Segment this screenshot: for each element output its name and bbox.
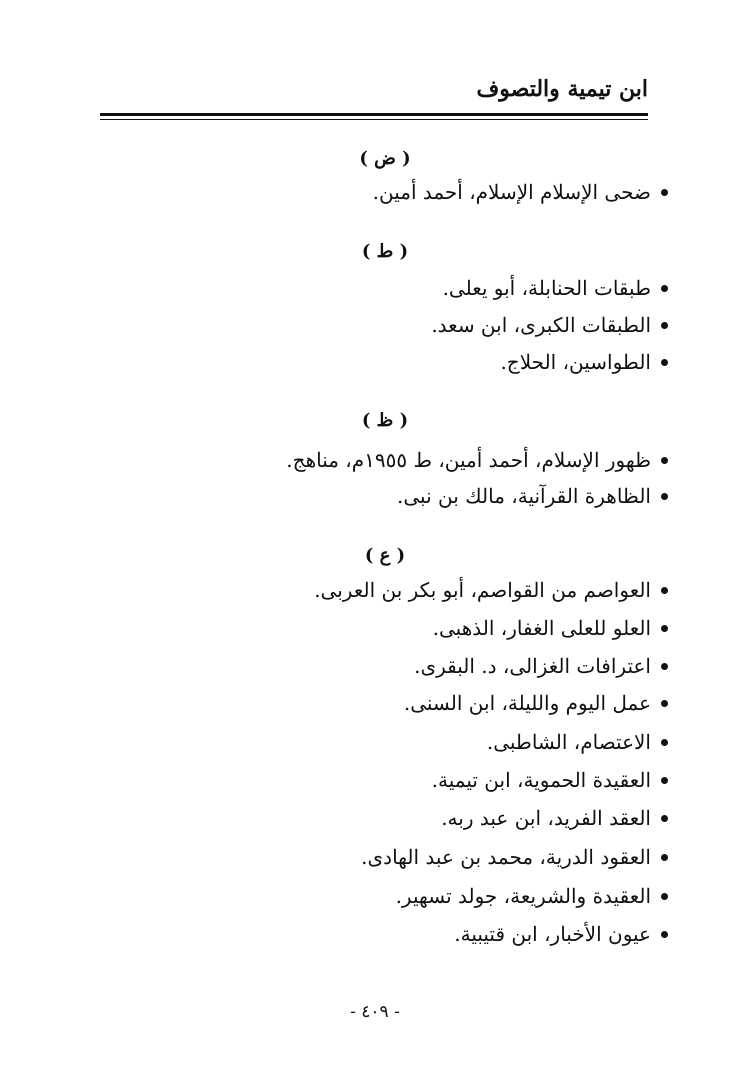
page-number: - ٤٠٩ - — [350, 1002, 400, 1022]
bullet-icon — [661, 493, 668, 500]
entry-text: عيون الأخبار، ابن قتيبية. — [454, 922, 651, 946]
bibliography-entry — [188, 276, 668, 300]
bullet-icon — [661, 777, 668, 784]
section-heading: ( ض ) — [359, 148, 411, 169]
bibliography-entry — [188, 313, 668, 337]
entry-text: ظهور الإسلام، أحمد أمين، ط ١٩٥٥م، مناهج. — [286, 448, 651, 472]
entry-text: العقيدة والشريعة، جولد تسهير. — [395, 884, 651, 908]
entry-text: الطواسين، الحلاج. — [500, 350, 651, 374]
bullet-icon — [661, 587, 668, 594]
bibliography-entry — [188, 350, 668, 374]
bullet-icon — [661, 700, 668, 707]
entry-text: العقود الدرية، محمد بن عبد الهادى. — [361, 845, 651, 869]
section-heading: ( ع ) — [364, 545, 406, 566]
bibliography-entry — [188, 806, 668, 830]
bullet-icon — [661, 359, 668, 366]
entry-text: الاعتصام، الشاطبى. — [486, 730, 651, 754]
bullet-icon — [661, 893, 668, 900]
entry-text: العواصم من القواصم، أبو بكر بن العربى. — [314, 578, 651, 602]
bullet-icon — [661, 322, 668, 329]
bullet-icon — [661, 457, 668, 464]
bibliography-entry — [188, 768, 668, 792]
bibliography-entry — [188, 654, 668, 678]
bibliography-entry — [188, 730, 668, 754]
running-head: ابن تيمية والتصوف — [476, 76, 648, 102]
bibliography-entry — [188, 616, 668, 640]
header-rule-thick — [100, 113, 648, 116]
entry-text: العقيدة الحموية، ابن تيمية. — [431, 768, 651, 792]
entry-text: العقد الفريد، ابن عبد ربه. — [441, 806, 651, 830]
bullet-icon — [661, 931, 668, 938]
entry-text: اعترافات الغزالى، د. البقرى. — [414, 654, 651, 678]
bibliography-entry — [188, 484, 668, 508]
entry-text: ضحى الإسلام الإسلام، أحمد أمين. — [372, 180, 651, 204]
bibliography-entry — [188, 691, 668, 715]
entry-text: الظاهرة القرآنية، مالك بن نبى. — [397, 484, 651, 508]
bibliography-entry — [188, 884, 668, 908]
section-heading: ( ظ ) — [361, 410, 409, 431]
entry-text: العلو للعلى الغفار، الذهبى. — [432, 616, 651, 640]
bullet-icon — [661, 663, 668, 670]
header-rule-thin — [100, 119, 648, 120]
bullet-icon — [661, 854, 668, 861]
bullet-icon — [661, 189, 668, 196]
bullet-icon — [661, 739, 668, 746]
entry-text: عمل اليوم والليلة، ابن السنى. — [403, 691, 651, 715]
bullet-icon — [661, 285, 668, 292]
bibliography-entry — [188, 922, 668, 946]
bullet-icon — [661, 815, 668, 822]
entry-text: الطبقات الكبرى، ابن سعد. — [431, 313, 651, 337]
bibliography-entry — [188, 578, 668, 602]
bibliography-entry — [188, 180, 668, 204]
section-heading: ( ط ) — [361, 241, 409, 262]
bibliography-entry — [188, 845, 668, 869]
bibliography-entry — [188, 448, 668, 472]
bullet-icon — [661, 625, 668, 632]
entry-text: طبقات الحنابلة، أبو يعلى. — [442, 276, 651, 300]
